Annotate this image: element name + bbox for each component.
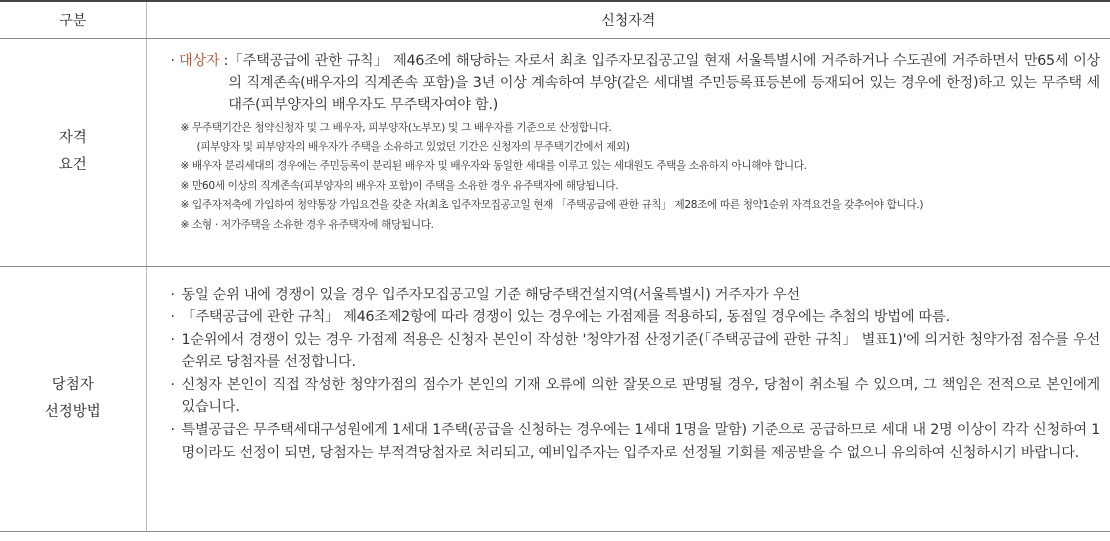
bullet-dot: · [170,422,175,439]
requirements-content [146,38,1110,266]
header-category: 구분 [0,1,146,38]
list-item: · 신청자 본인이 직접 작성한 청약가점의 점수가 본인의 기재 오류에 의한 잘못으로 판명될 경우, 당첨이 취소될 수 있으며, 그 책임은 전적으로 본인에게 있습니다. [171,374,1101,419]
row-label-line: 자격 [58,130,87,146]
row-label-requirements [0,38,146,266]
target-text: 「주택공급에 관한 규칙」 제46조에 해당하는 자로서 최초 입주자모집공고일 현재 서울특별시에 거주하거나 수도권에 거주하면서 만65세 이상의 직계존속(배우자의 직계존속 포함)을 3년 이상 계속하여 부양(같은 세대별 주민등록표등본에 등재되어 있는 경우에 한정)하고 있는 무주택 세대주(피부양자의 배우자도 무주택자여야 함.) [228,52,1100,113]
row-label-line: 당첨자 [51,376,94,393]
list-item: · 동일 순위 내에 경쟁이 있을 경우 입주자모집공고일 기준 해당주택건설지역(서울특별시) 거주자가 우선 [171,284,1101,307]
table-row-requirements [0,38,1110,266]
bullet-dot: · [170,331,175,348]
note-item: ※ 만60세 이상의 직계존속(피부양자의 배우자 포함)이 주택을 소유한 경우 유주택자에 해당됩니다. [180,179,619,192]
list-item: · 「주택공급에 관한 규칙」 제46조제2항에 따라 경쟁이 있는 경우에는 가점제를 적용하되, 동점일 경우에는 추첨의 방법에 따름. [171,306,1101,329]
table-header-row [0,1,1110,38]
row-label-line: 요건 [58,157,87,173]
list-item: · 1순위에서 경쟁이 있는 경우 가점제 적용은 신청자 본인이 작성한 '청약가점 산정기준(「주택공급에 관한 규칙」 별표1)'에 의거한 청약가점 점수를 우선순위로 당첨자를 선정합니다. [171,329,1101,374]
note-item: ※ 입주자저축에 가입하여 청약통장 가입요건을 갖춘 자(최초 입주자모집공고일 현재 「주택공급에 관한 규칙」 제28조에 따른 청약1순위 자격요건을 갖추어야 합니다.) [180,199,924,212]
table-row-selection [0,266,1110,531]
note-item: ※ 배우자 분리세대의 경우에는 주민등록이 분리된 배우자 및 배우자와 동일한 세대를 이루고 있는 세대원도 주택을 소유하지 아니해야 합니다. [180,160,807,173]
note-item: ※ 소형 · 저가주택을 소유한 경우 유주택자에 해당됩니다. [180,218,434,231]
bullet-dot: · [170,286,175,303]
note-item: (피부양자 및 피부양자의 배우자가 주택을 소유하고 있었던 기간은 신청자의 무주택기간에서 제외) [196,140,630,153]
target-label: 대상자 [179,52,220,69]
list-item: · 특별공급은 무주택세대구성원에게 1세대 1주택(공급을 신청하는 경우에는 1세대 1명을 말함) 기준으로 공급하므로 세대 내 2명 이상이 각각 신청하여 1명이라도 선정이 되면, 당첨자는 부적격당첨자로 처리되고, 예비입주자는 입주자로 선정될 기회를 제공받을 수 없으니 유의하여 신청하시기 바랍니다. [171,419,1101,464]
row-label-selection [0,266,146,531]
bullet-dot: · [170,309,175,326]
row-label-line: 선정방법 [44,403,101,420]
bullet-dot: · [170,52,175,69]
note-item: ※ 무주택기간은 청약신청자 및 그 배우자, 피부양자(노부모) 및 그 배우자를 기준으로 산정합니다. [180,121,612,134]
selection-content [146,266,1110,531]
notes-list [171,119,1101,235]
target-paragraph [171,50,1101,116]
bullet-dot: · [170,376,175,393]
header-eligibility: 신청자격 [146,1,1110,38]
target-colon: : [219,52,229,69]
